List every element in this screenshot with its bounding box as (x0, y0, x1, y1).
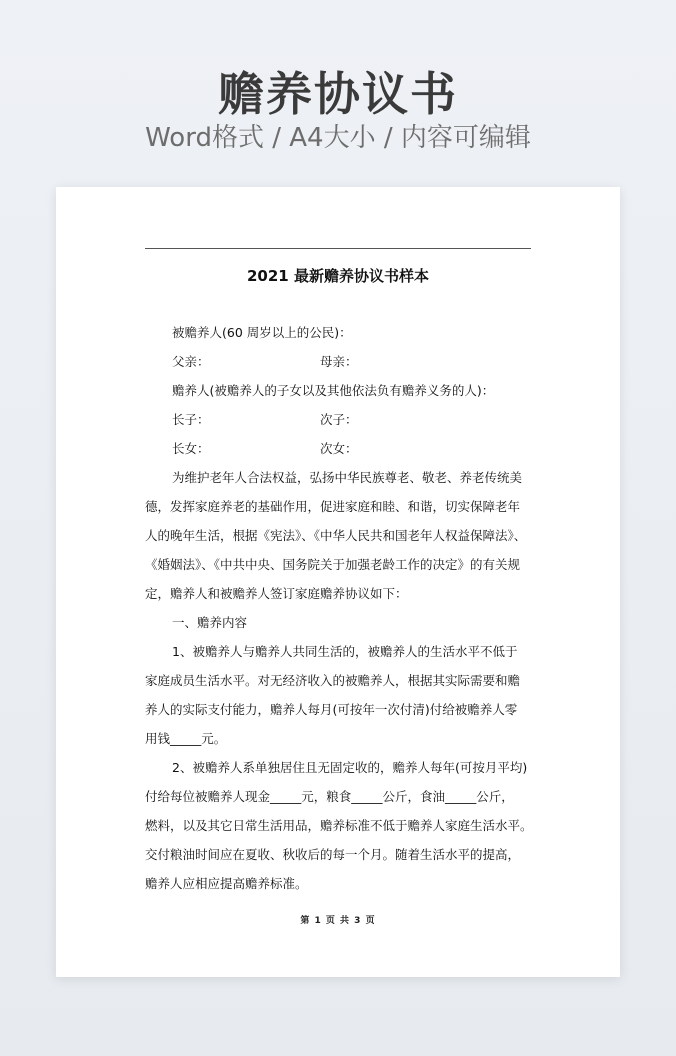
doc-line-supported-person: 被赡养人(60 周岁以上的公民)： (172, 325, 352, 340)
doc-line-second-son: 次子： (320, 412, 358, 427)
doc-paragraph-line: 为维护老年人合法权益，弘扬中华民族尊老、敬老、养老传统美 (172, 470, 523, 485)
doc-paragraph-line: 《婚姻法》、《中共中央、国务院关于加强老龄工作的决定》的有关规 (145, 557, 521, 572)
doc-paragraph-line: 付给每位被赡养人现金_____元，粮食_____公斤，食油_____公斤， (145, 789, 514, 804)
doc-paragraph-line: 养人的实际支付能力，赡养人每月(可按年一次付清)付给被赡养人零 (145, 702, 518, 717)
document-page (56, 187, 620, 977)
doc-line-second-daughter: 次女： (320, 441, 358, 456)
doc-paragraph-line: 1、被赡养人与赡养人共同生活的，被赡养人的生活水平不低于 (172, 644, 518, 659)
poster-subtitle: Word格式 / A4大小 / 内容可编辑 (145, 123, 531, 153)
doc-paragraph-line: 家庭成员生活水平。对无经济收入的被赡养人，根据其实际需要和赡 (145, 673, 521, 688)
document-title: 2021 最新赡养协议书样本 (247, 267, 429, 285)
doc-paragraph-line: 定，赡养人和被赡养人签订家庭赡养协议如下： (145, 586, 408, 601)
header-rule (145, 248, 531, 249)
doc-line-eldest-daughter: 长女： (172, 441, 210, 456)
poster-title: 赡养协议书 (218, 67, 458, 121)
doc-paragraph-line: 燃料，以及其它日常生活用品，赡养标准不低于赡养人家庭生活水平。 (145, 818, 533, 833)
doc-paragraph-line: 赡养人应相应提高赡养标准。 (145, 876, 308, 891)
doc-line-eldest-son: 长子： (172, 412, 210, 427)
doc-paragraph-line: 人的晚年生活，根据《宪法》、《中华人民共和国老年人权益保障法》、 (145, 528, 527, 543)
doc-paragraph-line: 2、被赡养人系单独居住且无固定收的，赡养人每年(可按月平均) (172, 760, 528, 775)
doc-paragraph-line: 交付粮油时间应在夏收、秋收后的每一个月。随着生活水平的提高， (145, 847, 521, 862)
doc-line-supporter: 赡养人(被赡养人的子女以及其他依法负有赡养义务的人)： (172, 383, 495, 398)
page-number: 第 1 页 共 3 页 (300, 916, 376, 926)
doc-line-mother: 母亲： (320, 354, 358, 369)
section-heading: 一、赡养内容 (172, 615, 248, 630)
doc-paragraph-line: 用钱_____元。 (145, 731, 227, 746)
doc-paragraph-line: 德，发挥家庭养老的基础作用，促进家庭和睦、和谐，切实保障老年 (145, 499, 521, 514)
doc-line-father: 父亲： (172, 354, 210, 369)
